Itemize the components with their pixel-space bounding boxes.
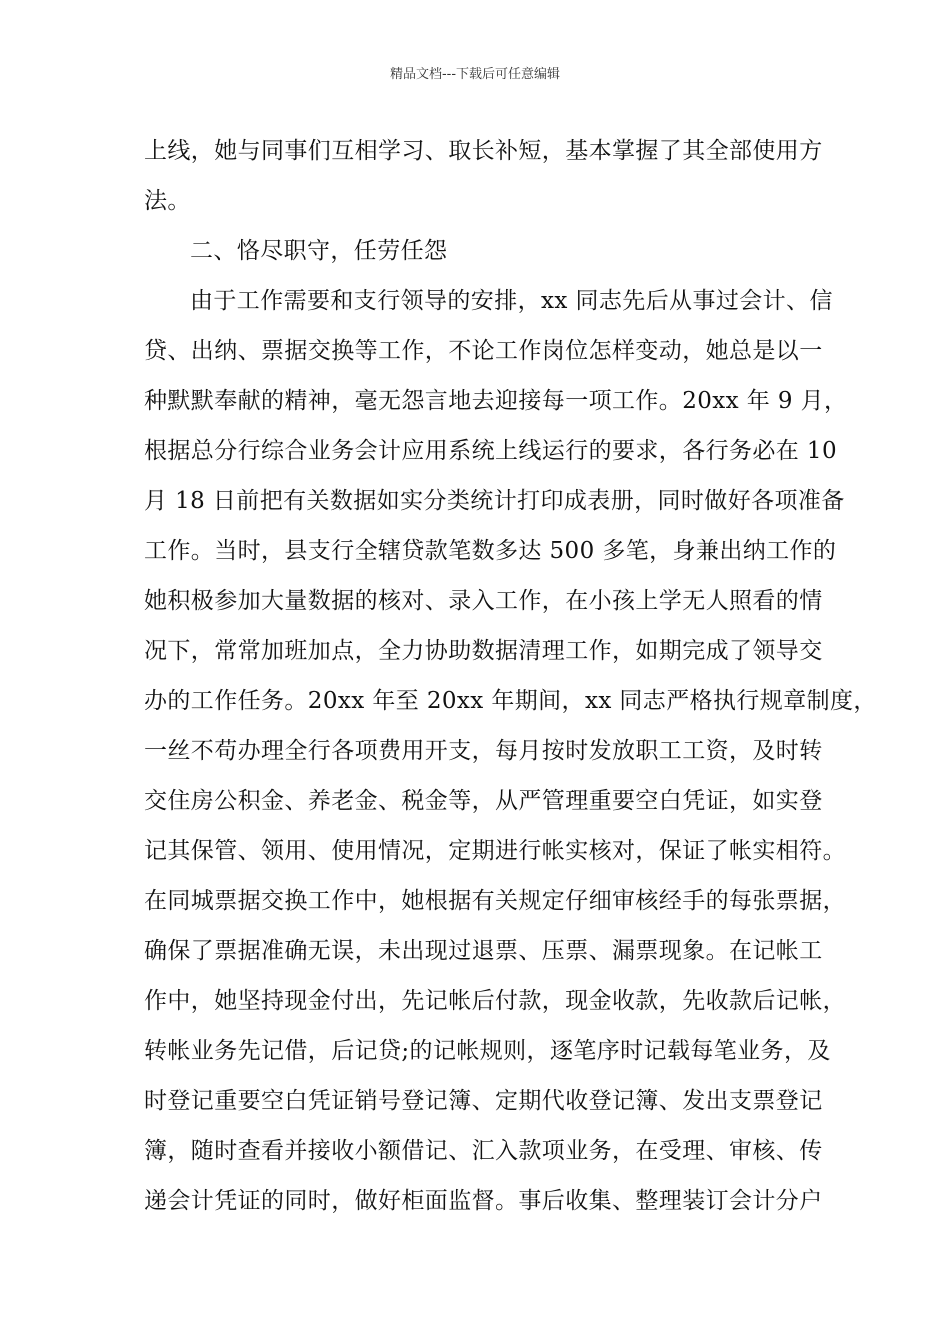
- text-line: 记其保管、领用、使用情况，定期进行帐实核对，保证了帐实相符。: [144, 838, 846, 864]
- text-line: 法。: [144, 188, 191, 214]
- text-line: 确保了票据准确无误，未出现过退票、压票、漏票现象。在记帐工: [144, 938, 823, 964]
- text-line: 递会计凭证的同时，做好柜面监督。事后收集、整理装订会计分户: [144, 1188, 823, 1214]
- text-line: 况下，常常加班加点，全力协助数据清理工作，如期完成了领导交: [144, 638, 823, 664]
- text-line: 交住房公积金、养老金、税金等，从严管理重要空白凭证，如实登: [144, 788, 823, 814]
- text-line: 月 18 日前把有关数据如实分类统计打印成表册，同时做好各项准备: [144, 488, 845, 514]
- text-line: 她积极参加大量数据的核对、录入工作，在小孩上学无人照看的情: [144, 588, 823, 614]
- text-line: 贷、出纳、票据交换等工作，不论工作岗位怎样变动，她总是以一: [144, 338, 823, 364]
- text-line: 种默默奉献的精神，毫无怨言地去迎接每一项工作。20xx 年 9 月，: [144, 388, 848, 414]
- text-line: 根据总分行综合业务会计应用系统上线运行的要求，各行务必在 10: [144, 438, 837, 464]
- text-line: 上线，她与同事们互相学习、取长补短，基本掌握了其全部使用方: [144, 138, 823, 164]
- text-line: 在同城票据交换工作中，她根据有关规定仔细审核经手的每张票据，: [144, 888, 846, 914]
- paragraph-first-line: 由于工作需要和支行领导的安排，xx 同志先后从事过会计、信: [190, 288, 833, 314]
- text-line: 转帐业务先记借，后记贷;的记帐规则，逐笔序时记载每笔业务，及: [144, 1038, 831, 1064]
- text-line: 时登记重要空白凭证销号登记簿、定期代收登记簿、发出支票登记: [144, 1088, 823, 1114]
- text-line: 一丝不苟办理全行各项费用开支，每月按时发放职工工资，及时转: [144, 738, 823, 764]
- text-line: 作中，她坚持现金付出，先记帐后付款，现金收款，先收款后记帐，: [144, 988, 846, 1014]
- text-line: 办的工作任务。20xx 年至 20xx 年期间，xx 同志严格执行规章制度，: [144, 688, 877, 714]
- section-heading: 二、恪尽职守，任劳任怨: [190, 238, 448, 264]
- page-header: 精品文档---下载后可任意编辑: [389, 67, 561, 82]
- text-line: 工作。当时，县支行全辖贷款笔数多达 500 多笔，身兼出纳工作的: [144, 538, 837, 564]
- text-line: 簿，随时查看并接收小额借记、汇入款项业务，在受理、审核、传: [144, 1138, 823, 1164]
